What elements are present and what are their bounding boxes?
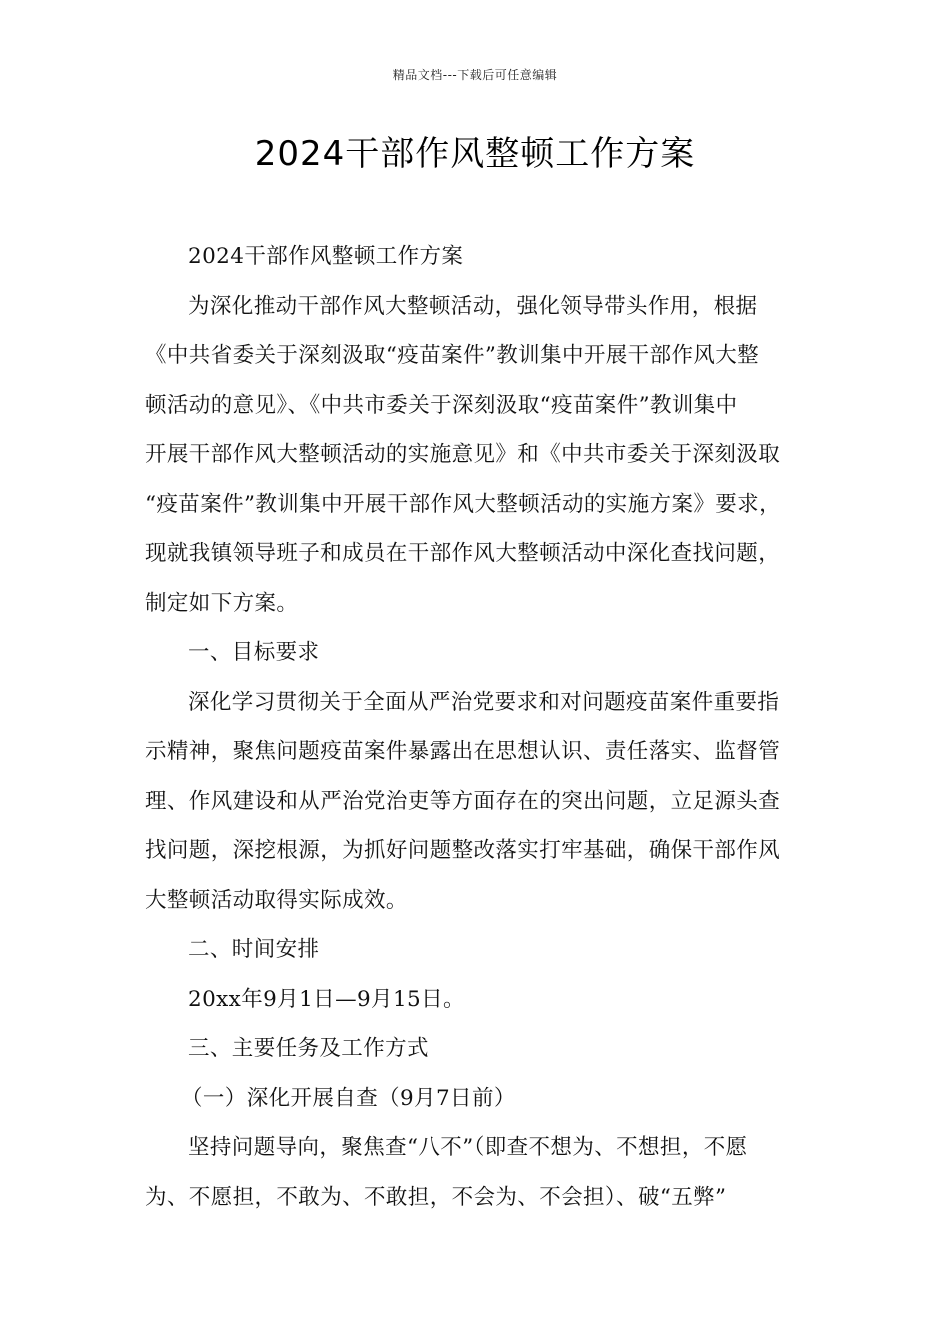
document-title: 2024干部作风整顿工作方案 bbox=[254, 134, 696, 174]
paragraph-line: 20xx年9月1日—9月15日。 bbox=[188, 986, 465, 1012]
paragraph-line: 顿活动的意见》、《中共市委关于深刻汲取“疫苗案件”教训集中 bbox=[145, 392, 738, 418]
paragraph-line: 示精神，聚焦问题疫苗案件暴露出在思想认识、责任落实、监督管 bbox=[145, 739, 781, 764]
section-heading: 一、目标要求 bbox=[188, 640, 320, 665]
paragraph-line: 找问题，深挖根源，为抓好问题整改落实打牢基础，确保干部作风 bbox=[145, 838, 781, 863]
paragraph-line: 为深化推动干部作风大整顿活动，强化领导带头作用，根据 bbox=[188, 293, 758, 319]
paragraph-line: “疫苗案件”教训集中开展干部作风大整顿活动的实施方案》要求， bbox=[145, 491, 781, 517]
section-heading: 三、主要任务及工作方式 bbox=[188, 1036, 429, 1061]
paragraph-line: 《中共省委关于深刻汲取“疫苗案件”教训集中开展干部作风大整 bbox=[145, 343, 760, 368]
paragraph-line: 大整顿活动取得实际成效。 bbox=[145, 887, 408, 913]
page-header: 精品文档---下载后可任意编辑 bbox=[392, 68, 558, 82]
paragraph-line: 为、不愿担，不敢为、不敢担，不会为、不会担）、破“五弊” bbox=[145, 1184, 727, 1210]
paragraph-line: 深化学习贯彻关于全面从严治党要求和对问题疫苗案件重要指 bbox=[188, 689, 780, 715]
paragraph-line: 坚持问题导向，聚焦查“八不”（即查不想为、不想担，不愿 bbox=[188, 1135, 748, 1160]
paragraph-line: 制定如下方案。 bbox=[145, 590, 299, 616]
paragraph-line: 现就我镇领导班子和成员在干部作风大整顿活动中深化查找问题， bbox=[145, 541, 781, 566]
document-body bbox=[145, 232, 825, 1222]
paragraph-line: 理、作风建设和从严治党治吏等方面存在的突出问题，立足源头查 bbox=[145, 788, 781, 814]
subtitle-line: 2024干部作风整顿工作方案 bbox=[188, 244, 464, 269]
subsection-heading: （一）深化开展自查（9月7日前） bbox=[181, 1085, 516, 1111]
paragraph-line: 开展干部作风大整顿活动的实施意见》和《中共市委关于深刻汲取 bbox=[145, 442, 781, 467]
section-heading: 二、时间安排 bbox=[188, 937, 320, 962]
